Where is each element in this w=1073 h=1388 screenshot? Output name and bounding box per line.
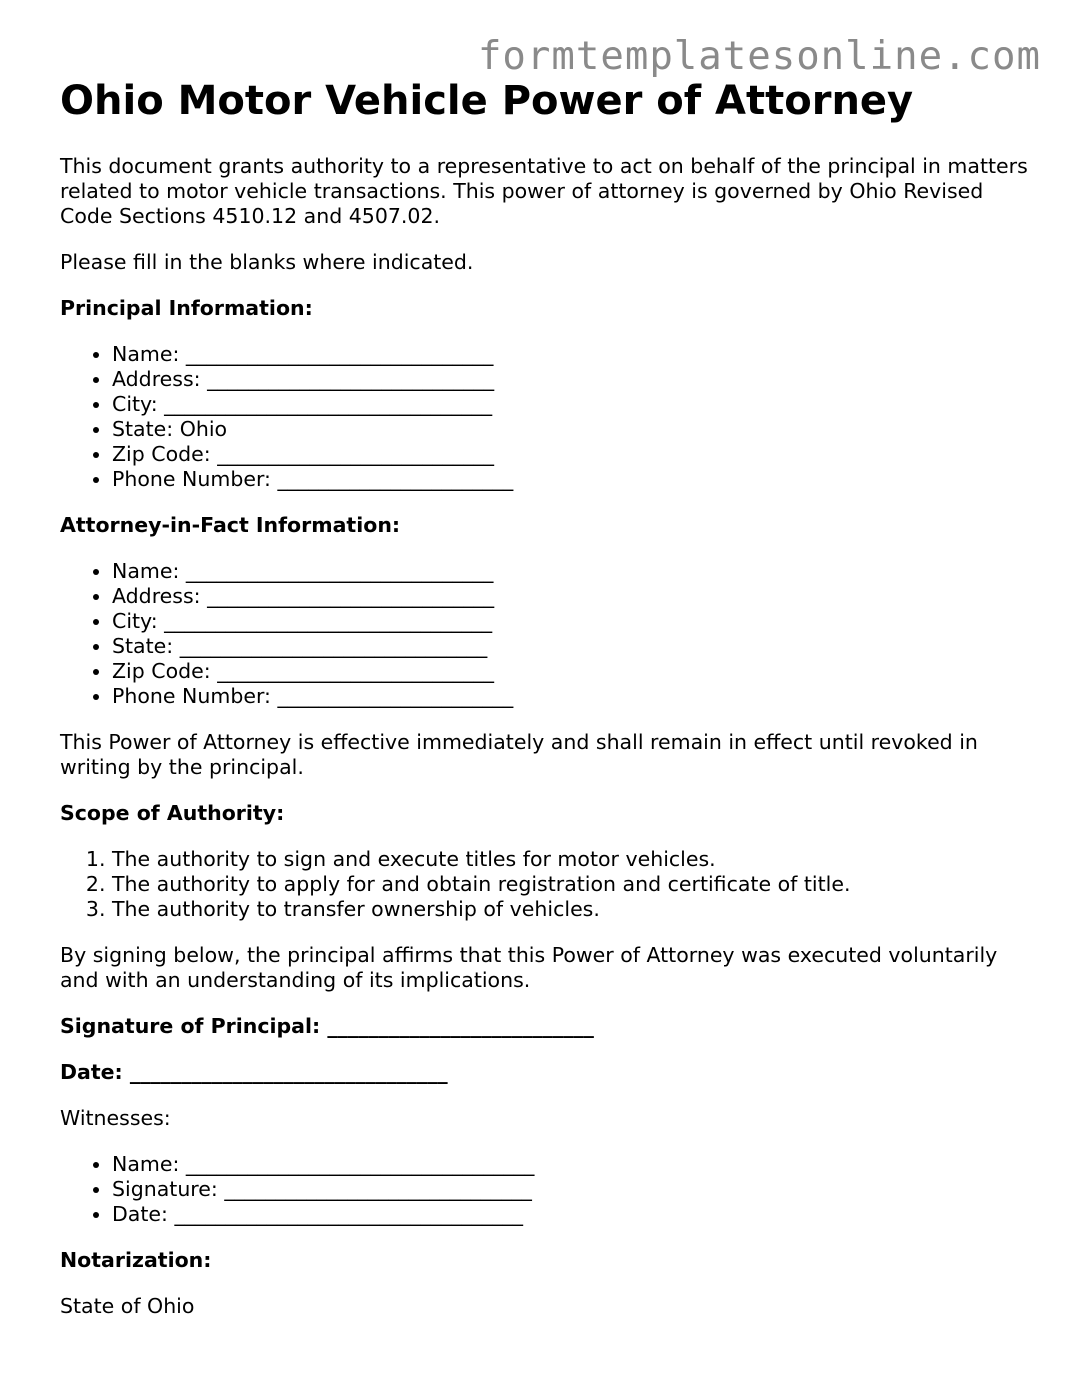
field-label: City: [112, 392, 158, 416]
field-label: Zip Code: [112, 442, 211, 466]
attorney-phone-field[interactable] [112, 684, 1030, 709]
witness-name-field[interactable] [112, 1152, 1030, 1177]
scope-item: 3. The authority to transfer ownership of vehicles. [112, 897, 1030, 922]
field-blank: ___________________________ [217, 659, 494, 683]
attorney-fields [60, 559, 1030, 709]
signature-label: Signature of Principal: [60, 1014, 321, 1038]
principal-address-field[interactable] [112, 367, 1030, 392]
attorney-city-field[interactable] [112, 609, 1030, 634]
principal-fields [60, 342, 1030, 492]
field-label: State: [112, 634, 174, 658]
notarization-state: State of Ohio [60, 1294, 195, 1318]
attorney-heading: Attorney-in-Fact Information: [60, 513, 401, 537]
signature-blank: __________________________ [327, 1014, 594, 1038]
document-body [60, 76, 1030, 1340]
field-blank: ____________________________ [207, 584, 495, 608]
attorney-name-field[interactable] [112, 559, 1030, 584]
field-blank: ________________________________ [164, 609, 493, 633]
field-label: State: [112, 417, 174, 441]
principal-state-field [112, 417, 1030, 442]
field-blank: __________________________________ [185, 1152, 535, 1176]
attorney-state-field[interactable] [112, 634, 1030, 659]
principal-city-field[interactable] [112, 392, 1030, 417]
field-blank: _______________________ [277, 467, 514, 491]
field-blank: _______________________ [277, 684, 514, 708]
field-blank: ______________________________ [185, 559, 494, 583]
principal-name-field[interactable] [112, 342, 1030, 367]
field-label: Address: [112, 367, 201, 391]
field-blank: ________________________________ [164, 392, 493, 416]
effective-paragraph: This Power of Attorney is effective immediately and shall remain in effect until revoked in writing by the principal. [60, 730, 978, 779]
witnesses-heading: Witnesses: [60, 1106, 171, 1130]
intro-paragraph: This document grants authority to a representative to act on behalf of the principal in matters related to motor vehicle transactions. This power of attorney is governed by Ohio Revised Code Sections 4510.12 and 4507.02. [60, 154, 1028, 228]
scope-heading: Scope of Authority: [60, 801, 285, 825]
principal-zip-field[interactable] [112, 442, 1030, 467]
attorney-address-field[interactable] [112, 584, 1030, 609]
notarization-heading: Notarization: [60, 1248, 212, 1272]
scope-item: 2. The authority to apply for and obtain registration and certificate of title. [112, 872, 1030, 897]
principal-signature-line[interactable] [60, 1014, 1030, 1039]
field-blank: ______________________________ [224, 1177, 532, 1201]
affirmation-paragraph: By signing below, the principal affirms that this Power of Attorney was executed voluntarily and with an understanding of its implications. [60, 943, 998, 992]
field-value: Ohio [179, 417, 228, 441]
watermark: formtemplatesonline.com [477, 34, 1041, 79]
witness-date-field[interactable] [112, 1202, 1030, 1227]
date-label: Date: [60, 1060, 123, 1084]
scope-item: 1. The authority to sign and execute titles for motor vehicles. [112, 847, 1030, 872]
field-label: Address: [112, 584, 201, 608]
field-label: Phone Number: [112, 467, 271, 491]
field-label: City: [112, 609, 158, 633]
page-title: Ohio Motor Vehicle Power of Attorney [60, 78, 914, 124]
principal-heading: Principal Information: [60, 296, 313, 320]
field-label: Date: [112, 1202, 168, 1226]
attorney-zip-field[interactable] [112, 659, 1030, 684]
instructions-paragraph: Please fill in the blanks where indicated. [60, 250, 474, 274]
principal-phone-field[interactable] [112, 467, 1030, 492]
field-blank: ______________________________ [179, 634, 488, 658]
witness-signature-field[interactable] [112, 1177, 1030, 1202]
field-label: Signature: [112, 1177, 218, 1201]
field-label: Zip Code: [112, 659, 211, 683]
witness-fields [60, 1152, 1030, 1227]
field-blank: ___________________________ [217, 442, 494, 466]
field-label: Phone Number: [112, 684, 271, 708]
field-label: Name: [112, 1152, 180, 1176]
date-blank: _______________________________ [129, 1060, 448, 1084]
scope-list [60, 847, 1030, 922]
field-blank: __________________________________ [174, 1202, 523, 1226]
field-label: Name: [112, 342, 180, 366]
field-blank: ______________________________ [185, 342, 494, 366]
date-line[interactable] [60, 1060, 1030, 1085]
field-blank: ____________________________ [207, 367, 495, 391]
field-label: Name: [112, 559, 180, 583]
